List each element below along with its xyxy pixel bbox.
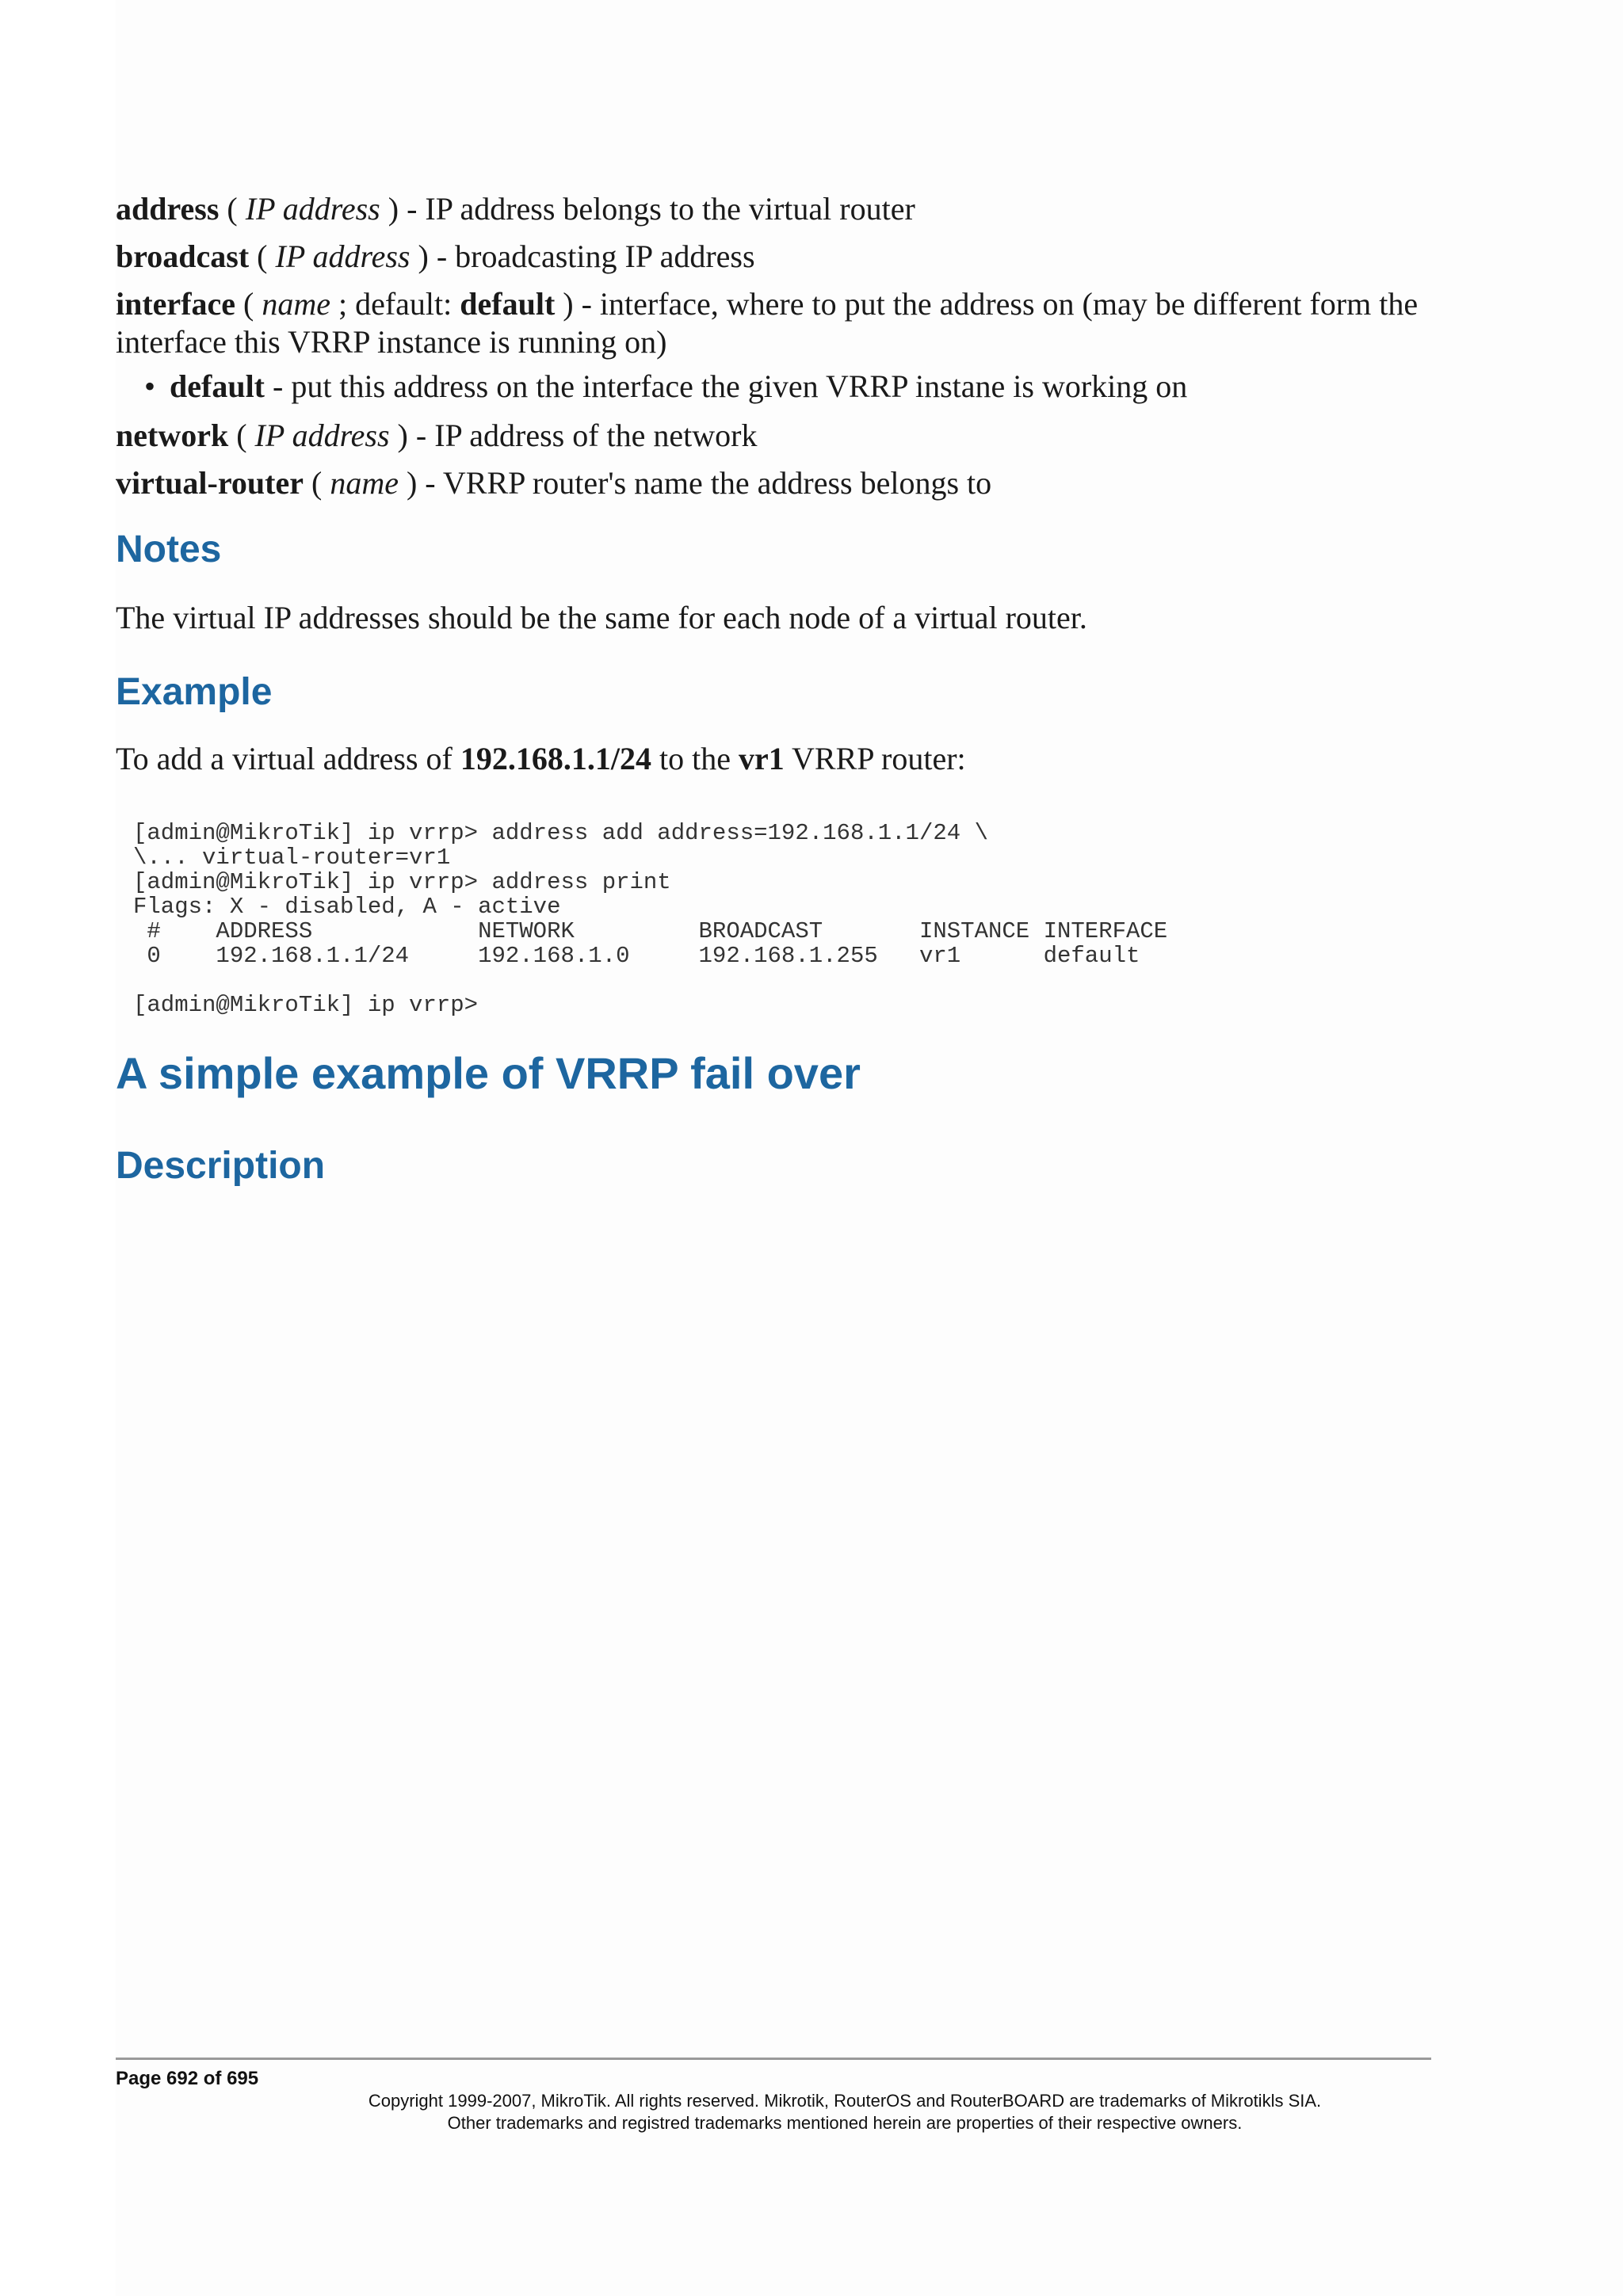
param-type: IP address: [245, 191, 380, 227]
param-broadcast: broadcast ( IP address ) - broadcasting IP address: [116, 238, 755, 274]
param-network: network ( IP address ) - IP address of the network: [116, 418, 758, 453]
example-intro: [116, 740, 1431, 778]
param-default-label: ; default:: [330, 286, 460, 322]
param-description: ) - VRRP router's name the address belongs to: [398, 465, 992, 501]
code-block: [admin@MikroTik] ip vrrp> address add address=192.168.1.1/24 \ \... virtual-router=vr1 [admin@MikroTik] ip vrrp> address print Flags: X - disabled, A - active # ADDRESS NETWORK BROADCAST INSTANCE INTERFACE 0 192.168.1.1/24 192.168.1.0 192.168.1.255 vr1 default [admin@MikroTik] ip vrrp>: [133, 820, 1168, 1018]
param-description: ) - IP address belongs to the virtual router: [380, 191, 915, 227]
param-virtual-router: virtual-router ( name ) - VRRP router's name the address belongs to: [116, 465, 992, 501]
option-name: default: [170, 368, 265, 404]
param-name: interface: [116, 286, 236, 322]
interface-options-list: [116, 368, 1431, 406]
param-name: virtual-router: [116, 465, 304, 501]
param-type: IP address: [275, 238, 411, 274]
notes-text: The virtual IP addresses should be the same for each node of a virtual router.: [116, 600, 1087, 635]
example-heading: Example: [116, 671, 273, 713]
param-description: ) - broadcasting IP address: [410, 238, 755, 274]
document-page: [116, 190, 1431, 1190]
param-name: broadcast: [116, 238, 250, 274]
description-heading: Description: [116, 1145, 326, 1187]
param-name: network: [116, 418, 229, 453]
list-item: [144, 368, 1431, 406]
trademark-line: Other trademarks and registred trademarks mentioned herein are properties of their respective owners.: [447, 2113, 1243, 2133]
intro-text: VRRP router:: [784, 741, 966, 776]
param-name: address: [116, 191, 220, 227]
param-default-value: default: [460, 286, 556, 322]
intro-address: 192.168.1.1/24: [460, 741, 651, 776]
section-title: A simple example of VRRP fail over: [116, 1048, 861, 1098]
param-interface: interface ( name ; default: default ) - interface, where to put the address on (may be different form the interface this VRRP instance is running on): [116, 286, 1419, 360]
intro-text: to the: [651, 741, 739, 776]
param-type: name: [330, 465, 399, 501]
option-description: - put this address on the interface the given VRRP instane is working on: [265, 368, 1188, 404]
param-type: IP address: [254, 418, 390, 453]
page-footer: [116, 2058, 1431, 2134]
copyright-line: Copyright 1999-2007, MikroTik. All rights reserved. Mikrotik, RouterOS and RouterBOARD are trademarks of Mikrotikls SIA.: [368, 2091, 1322, 2111]
intro-text: To add a virtual address of: [116, 741, 460, 776]
param-description: ) - interface, where to put the address on (may be different form the interface this VRRP instance is running on): [116, 286, 1419, 360]
intro-router: vr1: [738, 741, 785, 776]
footer-divider: [116, 2058, 1431, 2060]
page-number: Page 692 of 695: [116, 2068, 259, 2089]
param-description: ) - IP address of the network: [389, 418, 758, 453]
param-type: name: [262, 286, 330, 322]
notes-heading: Notes: [116, 528, 222, 570]
param-address: address ( IP address ) - IP address belongs to the virtual router: [116, 191, 915, 227]
